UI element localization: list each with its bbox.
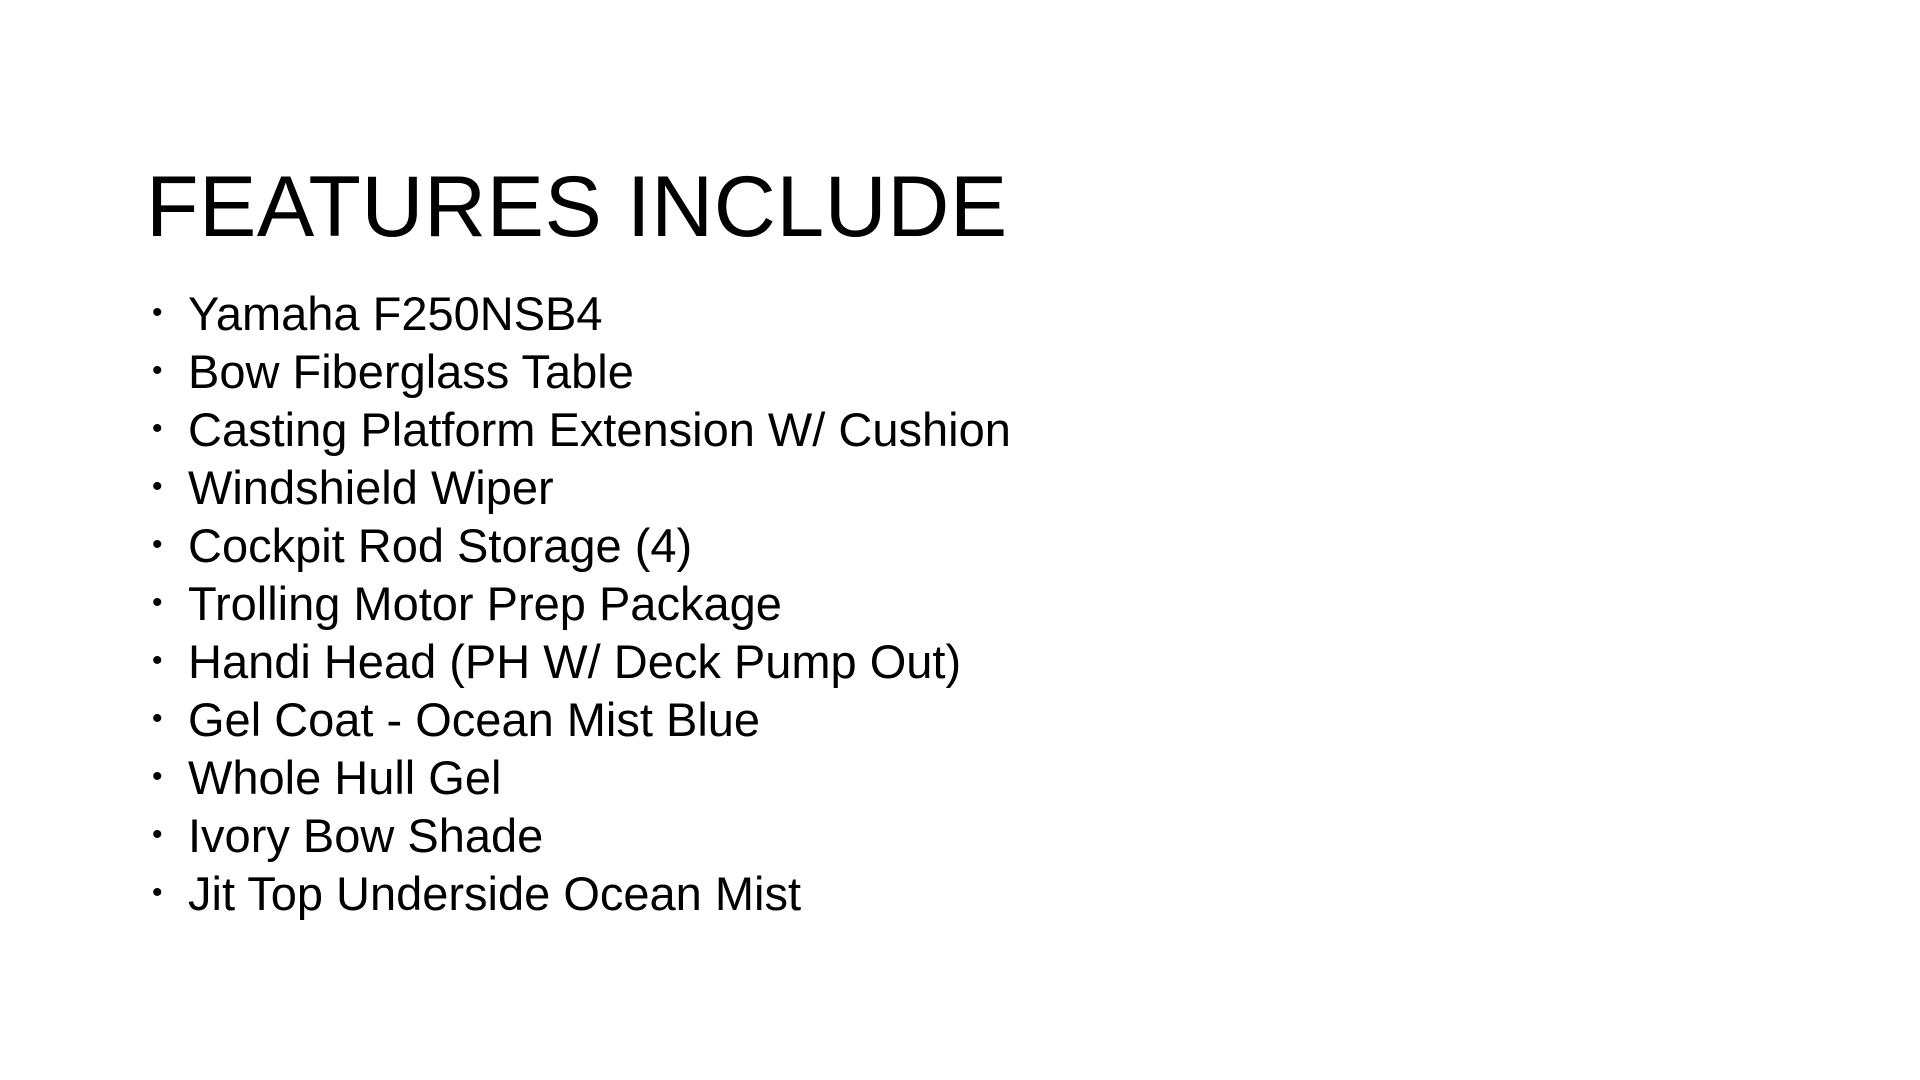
- slide-title: FEATURES INCLUDE: [146, 158, 1008, 255]
- feature-item: [152, 690, 1011, 748]
- feature-item: [152, 574, 1011, 632]
- feature-item: [152, 342, 1011, 400]
- bullet-icon: •: [152, 296, 163, 329]
- feature-item: [152, 400, 1011, 458]
- feature-item: [152, 806, 1011, 864]
- feature-text: Whole Hull Gel: [188, 750, 502, 804]
- feature-text: Bow Fiberglass Table: [188, 344, 634, 398]
- feature-text: Gel Coat - Ocean Mist Blue: [188, 692, 761, 746]
- bullet-icon: •: [152, 760, 163, 793]
- feature-text: Yamaha F250NSB4: [188, 286, 603, 340]
- feature-text: Handi Head (PH W/ Deck Pump Out): [188, 634, 962, 688]
- feature-text: Jit Top Underside Ocean Mist: [188, 866, 802, 920]
- feature-text: Trolling Motor Prep Package: [188, 576, 782, 630]
- bullet-icon: •: [152, 470, 163, 503]
- bullet-icon: •: [152, 876, 163, 909]
- feature-item: [152, 864, 1011, 922]
- feature-item: [152, 748, 1011, 806]
- bullet-icon: •: [152, 412, 163, 445]
- bullet-icon: •: [152, 528, 163, 561]
- feature-item: [152, 284, 1011, 342]
- bullet-icon: •: [152, 354, 163, 387]
- feature-text: Windshield Wiper: [188, 460, 554, 514]
- feature-item: [152, 458, 1011, 516]
- bullet-icon: •: [152, 586, 163, 619]
- bullet-icon: •: [152, 818, 163, 851]
- feature-text: Casting Platform Extension W/ Cushion: [188, 402, 1011, 456]
- feature-item: [152, 632, 1011, 690]
- features-list: [152, 284, 1011, 922]
- feature-text: Cockpit Rod Storage (4): [188, 518, 693, 572]
- bullet-icon: •: [152, 702, 163, 735]
- bullet-icon: •: [152, 644, 163, 677]
- feature-item: [152, 516, 1011, 574]
- feature-text: Ivory Bow Shade: [188, 808, 544, 862]
